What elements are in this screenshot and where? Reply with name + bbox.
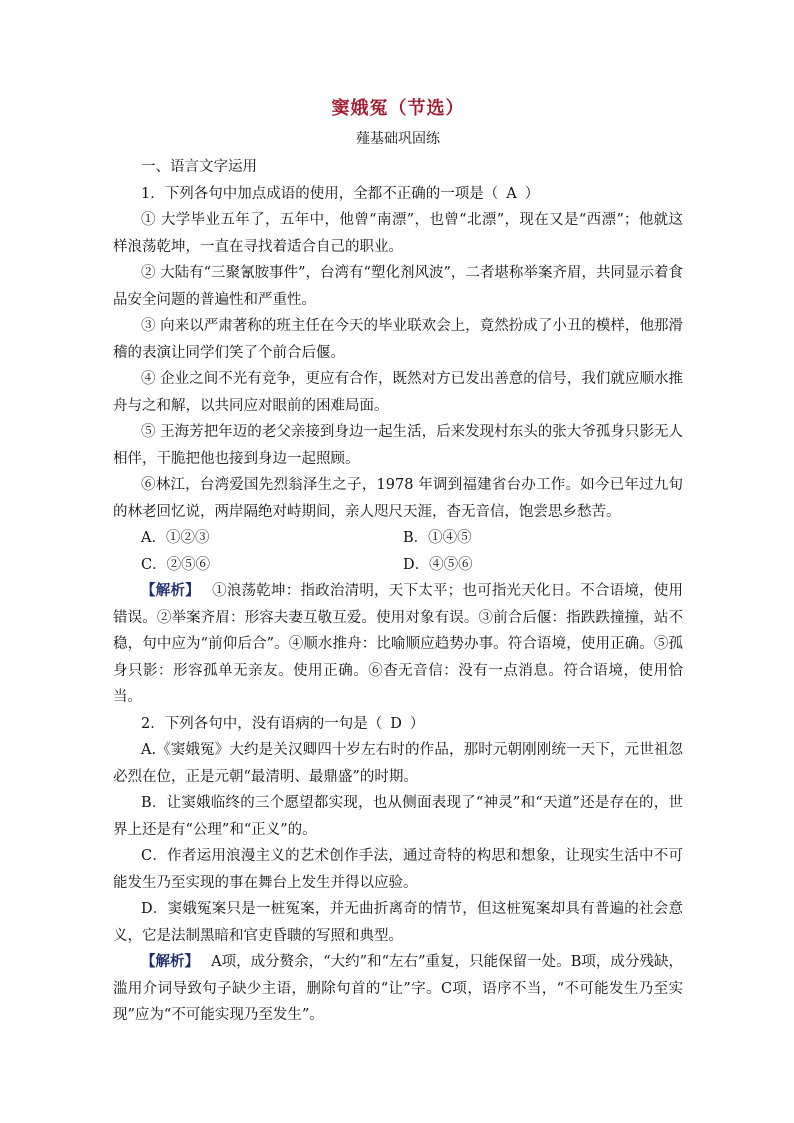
question-2-option-c: C．作者运用浪漫主义的艺术创作手法，通过奇特的构思和想象，让现实生活中不可能发生乃至实现的事在舞台上发生并得以应验。 <box>113 848 683 891</box>
question-1-sentence: ⑥林江，台湾爱国先烈翁泽生之子，1978 年调到福建省台办工作。如今已年过九旬的林老回忆说，两岸隔绝对峙期间，亲人咫尺天涯，杳无音信，饱尝思乡愁苦。 <box>113 477 683 520</box>
question-1-answer: A <box>506 185 517 202</box>
analysis-label: 【解析】 <box>141 582 200 599</box>
question-1-stem-close: ） <box>524 185 540 202</box>
question-2-option-b: B．让窦娥临终的三个愿望都实现，也从侧面表现了“神灵”和“天道”还是存在的，世界上还是有“公理”和“正义”的。 <box>113 795 683 838</box>
question-1-sentence: ④ 企业之间不光有竞争，更应有合作，既然对方已发出善意的信号，我们就应顺水推舟与之和解，以共同应对眼前的困难局面。 <box>113 371 683 414</box>
question-1-stem-text: 1．下列各句中加点成语的使用，全都不正确的一项是（ <box>141 185 499 202</box>
question-2-analysis-text: A项，成分赘余，“大约”和“左右”重复，只能保留一处。B项，成分残缺，滥用介词导致句子缺少主语，删除句首的“让”字。C项，语序不当，“不可能发生乃至实现”应为“不可能实现乃至发生”。 <box>113 954 683 1023</box>
page-subtitle: 薤基础巩固练 <box>356 131 440 147</box>
question-1-option-b: B．①④⑤ <box>403 530 472 546</box>
question-2-stem-text: 2．下列各句中，没有语病的一句是（ <box>141 715 383 732</box>
question-1-sentence: ③ 向来以严肃著称的班主任在今天的毕业联欢会上，竟然扮成了小丑的模样，他那滑稽的表演让同学们笑了个前合后偃。 <box>113 318 683 361</box>
question-1-sentence: ① 大学毕业五年了，五年中，他曾“南漂”，也曾“北漂”，现在又是“西漂”；他就这样浪荡乾坤，一直在寻找着适合自己的职业。 <box>113 212 683 255</box>
question-1-option-d: D．④⑤⑥ <box>403 556 473 573</box>
section-heading: 一、语言文字运用 <box>141 159 257 175</box>
question-2-answer: D <box>390 715 402 732</box>
question-1-options <box>113 525 683 578</box>
analysis-label: 【解析】 <box>141 953 200 970</box>
document-content <box>113 96 683 1029</box>
question-1-sentence: ⑤ 王海芳把年迈的老父亲接到身边一起生活，后来发现村东头的张大爷孤身只影无人相伴，干脆把他也接到身边一起照顾。 <box>113 424 683 467</box>
question-1-option-c: C．②⑤⑥ <box>141 556 211 573</box>
question-2-stem <box>113 711 683 738</box>
question-1-analysis <box>113 578 683 711</box>
question-2-stem-close: ） <box>409 715 425 732</box>
question-1-analysis-text: ①浪荡乾坤：指政治清明，天下太平；也可指光天化日。不合语境，使用错误。②举案齐眉：形容夫妻互敬互爱。使用对象有误。③前合后偃：指跌跌撞撞，站不稳，句中应为“前仰后合”。④顺水推舟：比喻顺应趋势办事。符合语境，使用正确。⑤孤身只影：形容孤单无亲友。使用正确。⑥杳无音信：没有一点消息。符合语境，使用恰当。 <box>113 583 683 705</box>
question-2-option-d: D．窦娥冤案只是一桩冤案，并无曲折离奇的情节，但这桩冤案却具有普遍的社会意义，它是法制黑暗和官吏昏聩的写照和典型。 <box>113 901 683 944</box>
question-2-analysis <box>113 949 683 1029</box>
question-1-option-a: A．①②③ <box>141 530 210 546</box>
question-2-option-a: A.《窦娥冤》大约是关汉卿四十岁左右时的作品，那时元朝刚刚统一天下，元世祖忽必烈在位，正是元朝“最清明、最鼎盛”的时期。 <box>113 742 683 785</box>
page-title: 窦娥冤（节选） <box>331 98 465 119</box>
question-1-stem <box>113 181 683 208</box>
question-1-sentence: ② 大陆有“三聚氰胺事件”，台湾有“塑化剂风波”，二者堪称举案齐眉，共同显示着食品安全问题的普遍性和严重性。 <box>113 265 683 308</box>
